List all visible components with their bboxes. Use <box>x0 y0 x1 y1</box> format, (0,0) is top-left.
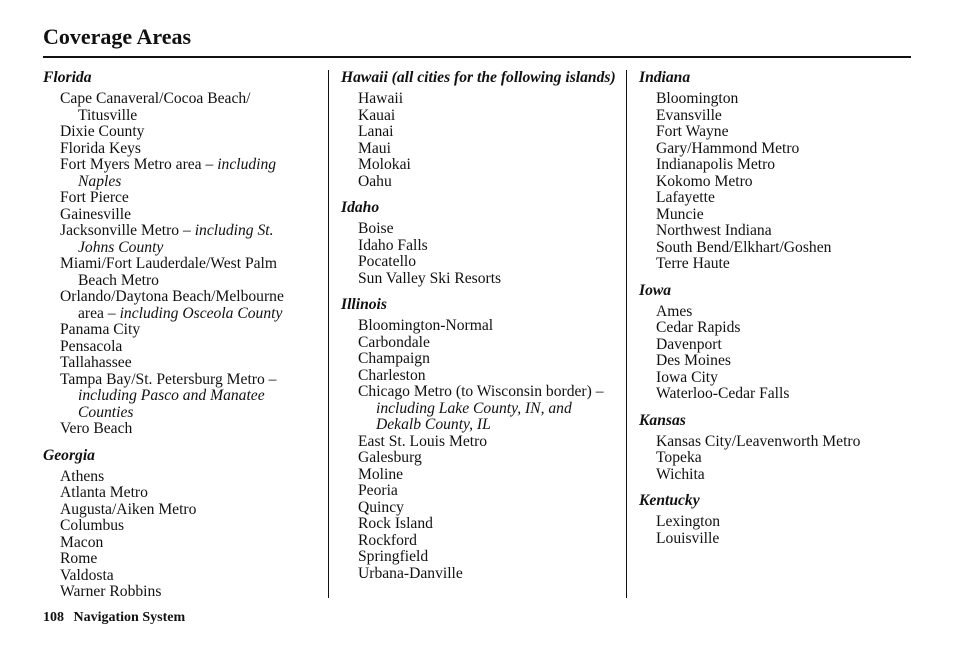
coverage-area-name: Evansville <box>656 106 722 124</box>
coverage-area-item <box>43 568 313 585</box>
coverage-area-name: Vero Beach <box>60 420 133 437</box>
coverage-area-item <box>43 551 313 568</box>
coverage-area-name: Bloomington <box>656 90 739 107</box>
coverage-area-item <box>341 335 616 352</box>
coverage-area-name: Idaho Falls <box>358 236 428 254</box>
coverage-area-name: Tallahassee <box>60 354 132 371</box>
coverage-area-name: Pocatello <box>358 253 417 270</box>
coverage-area-item <box>341 549 616 566</box>
coverage-area-name: Cedar Rapids <box>656 319 741 336</box>
coverage-area-name: Miami/Fort Lauderdale/West Palm Beach Metro <box>60 255 278 289</box>
coverage-area-name: Davenport <box>656 335 722 353</box>
coverage-area-name: Fort Myers Metro area – <box>60 156 218 173</box>
coverage-area-name: South Bend/Elkhart/Goshen <box>656 238 832 256</box>
coverage-area-name: Valdosta <box>60 566 114 584</box>
coverage-area-name: Warner Robbins <box>60 583 162 600</box>
coverage-area-name: Maui <box>358 139 391 157</box>
section-heading: Kansas <box>639 411 686 429</box>
section-heading: Illinois <box>341 296 387 313</box>
coverage-area-note: – including Lake County, IN, and Dekalb County, IL <box>376 383 604 433</box>
coverage-area-item <box>639 450 914 467</box>
coverage-area-name: Muncie <box>656 205 704 223</box>
coverage-area-name: Peoria <box>358 482 398 499</box>
coverage-area-item <box>43 157 313 190</box>
coverage-area-name: Lafayette <box>656 189 715 206</box>
coverage-area-name: Gainesville <box>60 205 132 223</box>
coverage-area-name: Lanai <box>358 123 394 140</box>
coverage-area-name: Gary/Hammond Metro <box>656 139 800 157</box>
coverage-area-name: Panama City <box>60 321 141 338</box>
coverage-area-item <box>639 141 914 158</box>
column-2 <box>341 68 616 582</box>
coverage-area-name: East St. Louis Metro <box>358 432 488 450</box>
coverage-area-item <box>341 467 616 484</box>
coverage-area-note: including Osceola County <box>119 304 283 322</box>
coverage-area-item <box>341 533 616 550</box>
coverage-area-item <box>43 518 313 535</box>
title-rule <box>43 56 911 58</box>
coverage-area-item <box>341 516 616 533</box>
coverage-area-name: Lexington <box>656 513 721 530</box>
coverage-area-name: Orlando/Daytona Beach/Melbourne area – <box>60 288 284 322</box>
coverage-area-name: Hawaii <box>358 90 404 107</box>
coverage-area-name: Kansas City/Leavenworth Metro <box>656 432 861 450</box>
coverage-area-name: Sun Valley Ski Resorts <box>358 269 502 287</box>
coverage-area-name: Jacksonville Metro – <box>60 222 195 239</box>
coverage-area-item <box>43 535 313 552</box>
coverage-area-item <box>341 450 616 467</box>
section-heading: Georgia <box>43 446 95 464</box>
column-3 <box>639 68 914 547</box>
coverage-area-item <box>341 500 616 517</box>
coverage-area-item <box>639 174 914 191</box>
coverage-area-item <box>43 141 313 158</box>
coverage-area-item <box>341 434 616 451</box>
coverage-area-item <box>43 485 313 502</box>
coverage-area-item <box>639 467 914 484</box>
coverage-area-item <box>341 483 616 500</box>
coverage-area-item <box>639 337 914 354</box>
coverage-area-item <box>639 207 914 224</box>
coverage-area-item <box>639 223 914 240</box>
coverage-area-name: Terre Haute <box>656 255 730 272</box>
coverage-area-name: Indianapolis Metro <box>656 156 776 173</box>
column-divider <box>328 70 329 598</box>
coverage-area-name: Charleston <box>358 366 426 384</box>
page-number: 108 <box>43 610 64 625</box>
coverage-area-item <box>43 584 313 601</box>
coverage-area-name: Macon <box>60 533 104 551</box>
coverage-area-name: Boise <box>358 220 394 237</box>
coverage-area-item <box>341 174 616 191</box>
section-heading: Iowa <box>639 281 672 299</box>
coverage-area-item <box>341 124 616 141</box>
coverage-area-item <box>639 240 914 257</box>
page-title: Coverage Areas <box>43 24 192 49</box>
coverage-area-item <box>341 108 616 125</box>
coverage-area-item <box>639 434 914 451</box>
coverage-area-name: Chicago Metro (to Wisconsin border) <box>358 383 596 400</box>
coverage-area-item <box>639 514 914 531</box>
coverage-area-item <box>43 469 313 486</box>
coverage-area-name: Topeka <box>656 449 702 466</box>
coverage-area-name: Columbus <box>60 517 125 534</box>
coverage-area-name: Fort Pierce <box>60 189 129 206</box>
coverage-area-name: Kauai <box>358 106 396 124</box>
coverage-area-item <box>639 124 914 141</box>
coverage-area-name: Wichita <box>656 465 705 483</box>
coverage-area-name: Carbondale <box>358 333 430 351</box>
coverage-area-name: Pensacola <box>60 337 123 355</box>
coverage-area-item <box>341 351 616 368</box>
footer-label: Navigation System <box>73 610 186 625</box>
section-heading: Florida <box>43 69 92 86</box>
coverage-area-item <box>43 223 313 256</box>
coverage-area-item <box>43 322 313 339</box>
coverage-area-name: Des Moines <box>656 352 731 369</box>
coverage-area-name: Springfield <box>358 548 429 565</box>
coverage-area-item <box>341 566 616 583</box>
section-heading: Kentucky <box>639 492 700 509</box>
coverage-area-name: Fort Wayne <box>656 123 729 140</box>
coverage-area-name: Bloomington-Normal <box>358 317 494 334</box>
coverage-area-item <box>341 141 616 158</box>
coverage-area-item <box>43 502 313 519</box>
coverage-area-item <box>639 157 914 174</box>
coverage-area-item <box>639 190 914 207</box>
coverage-area-name: Atlanta Metro <box>60 484 148 501</box>
coverage-area-item <box>639 370 914 387</box>
coverage-area-name: Kokomo Metro <box>656 172 753 190</box>
coverage-area-item <box>341 368 616 385</box>
coverage-area-item <box>341 91 616 108</box>
coverage-area-name: Dixie County <box>60 123 145 140</box>
page-footer <box>43 610 185 626</box>
coverage-area-name: Florida Keys <box>60 139 141 157</box>
coverage-area-name: Galesburg <box>358 449 422 466</box>
coverage-area-name: Urbana-Danville <box>358 564 463 582</box>
coverage-area-item <box>639 531 914 548</box>
coverage-area-name: Rock Island <box>358 515 433 532</box>
coverage-area-name: Ames <box>656 302 693 320</box>
coverage-area-item <box>639 91 914 108</box>
section-heading: Idaho <box>341 199 380 216</box>
column-1 <box>43 68 313 601</box>
coverage-area-name: Moline <box>358 465 404 483</box>
coverage-area-name: Quincy <box>358 498 404 516</box>
coverage-area-name: Louisville <box>656 529 720 547</box>
coverage-area-name: Tampa Bay/St. Petersburg Metro – <box>60 370 277 388</box>
coverage-area-name: Oahu <box>358 172 392 190</box>
coverage-area-item <box>43 207 313 224</box>
coverage-area-item <box>639 304 914 321</box>
coverage-area-name: Athens <box>60 467 105 485</box>
coverage-area-item <box>341 254 616 271</box>
coverage-area-item <box>43 372 313 422</box>
coverage-area-name: Northwest Indiana <box>656 222 772 239</box>
coverage-area-item <box>639 386 914 403</box>
coverage-area-note: including Naples <box>78 156 277 190</box>
coverage-area-note: including St. Johns County <box>78 222 274 256</box>
coverage-area-item <box>639 320 914 337</box>
coverage-area-name: Rome <box>60 550 98 567</box>
coverage-area-name: Rockford <box>358 531 417 549</box>
coverage-area-item <box>341 318 616 335</box>
coverage-area-item <box>43 91 313 124</box>
column-divider <box>626 70 627 598</box>
coverage-area-item <box>43 289 313 322</box>
coverage-area-name: Champaign <box>358 350 430 367</box>
coverage-area-item <box>341 384 616 434</box>
coverage-area-item <box>43 190 313 207</box>
coverage-area-name: Waterloo-Cedar Falls <box>656 385 790 402</box>
coverage-area-name: Cape Canaveral/Cocoa Beach/ Titusville <box>60 90 251 124</box>
coverage-area-item <box>639 353 914 370</box>
coverage-area-name: Molokai <box>358 156 411 173</box>
coverage-area-item <box>43 339 313 356</box>
section-heading: Indiana <box>639 69 691 86</box>
coverage-area-item <box>639 256 914 273</box>
coverage-area-note: including Pasco and Manatee Counties <box>78 387 265 421</box>
coverage-area-item <box>43 355 313 372</box>
section-heading: Hawaii (all cities for the following islands) <box>341 69 616 86</box>
coverage-area-item <box>43 421 313 438</box>
coverage-area-item <box>341 271 616 288</box>
coverage-area-item <box>43 124 313 141</box>
coverage-area-item <box>341 157 616 174</box>
coverage-area-item <box>341 238 616 255</box>
coverage-area-item <box>341 221 616 238</box>
coverage-area-item <box>43 256 313 289</box>
coverage-area-name: Iowa City <box>656 368 718 386</box>
coverage-area-item <box>639 108 914 125</box>
coverage-area-name: Augusta/Aiken Metro <box>60 500 197 518</box>
